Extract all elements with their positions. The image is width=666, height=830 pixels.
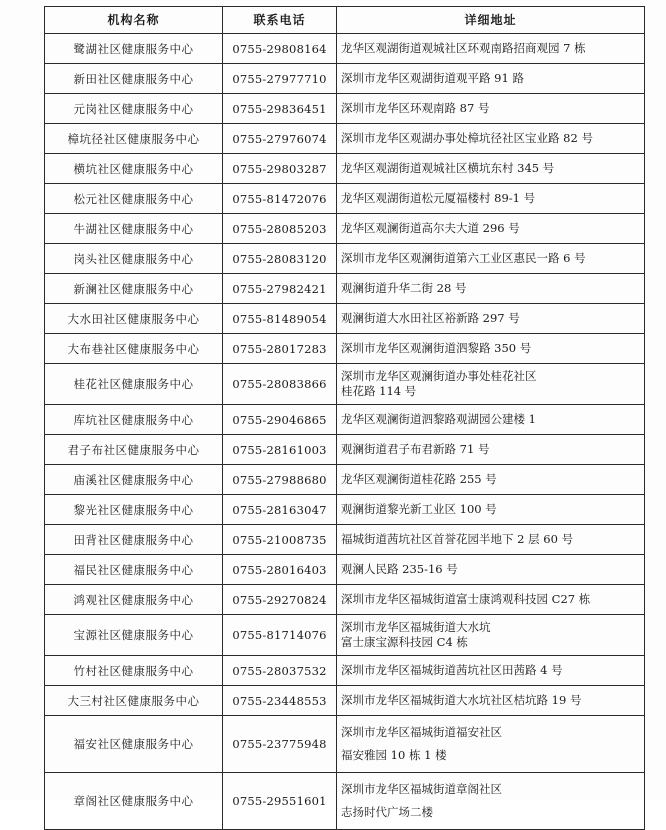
table-row: [45, 214, 645, 244]
address-line: 观澜街道君子布君新路 71 号: [341, 442, 490, 456]
center-address: [337, 656, 645, 686]
center-address: [337, 405, 645, 435]
address-line: 龙华区观湖街道松元厦福楼村 89-1 号: [341, 191, 536, 205]
center-name: 鸿观社区健康服务中心: [45, 585, 223, 615]
center-name: 宝源社区健康服务中心: [45, 615, 223, 656]
center-name: 君子布社区健康服务中心: [45, 435, 223, 465]
center-name: 福安社区健康服务中心: [45, 716, 223, 773]
center-phone: 0755-29551601: [223, 773, 337, 830]
table-row: [45, 184, 645, 214]
table-row: [45, 34, 645, 64]
center-address: [337, 555, 645, 585]
center-address: [337, 525, 645, 555]
center-phone: 0755-28083866: [223, 364, 337, 405]
center-name: 牛湖社区健康服务中心: [45, 214, 223, 244]
center-phone: 0755-81472076: [223, 184, 337, 214]
center-phone: 0755-23448553: [223, 686, 337, 716]
center-phone: 0755-29836451: [223, 94, 337, 124]
address-line: 深圳市龙华区观湖街道观平路 91 路: [341, 71, 524, 85]
center-phone: 0755-28016403: [223, 555, 337, 585]
center-phone: 0755-27982421: [223, 274, 337, 304]
header-name: 机构名称: [45, 7, 223, 34]
address-line: 深圳市龙华区观澜街道泗黎路 350 号: [341, 341, 532, 355]
center-phone: 0755-27976074: [223, 124, 337, 154]
table-row: [45, 154, 645, 184]
center-address: [337, 585, 645, 615]
table-row: [45, 656, 645, 686]
table-row: [45, 334, 645, 364]
center-phone: 0755-29808164: [223, 34, 337, 64]
table-row: [45, 405, 645, 435]
table-row: [45, 773, 645, 830]
center-phone: 0755-28085203: [223, 214, 337, 244]
center-address: [337, 364, 645, 405]
center-name: 元岗社区健康服务中心: [45, 94, 223, 124]
table-row: [45, 495, 645, 525]
address-line: 福安雅园 10 栋 1 楼: [341, 748, 447, 762]
address-line: 龙华区观澜街道泗黎路观湖园公建楼 1: [341, 412, 536, 426]
center-name: 大三村社区健康服务中心: [45, 686, 223, 716]
center-name: 横坑社区健康服务中心: [45, 154, 223, 184]
center-address: [337, 94, 645, 124]
table-row: [45, 716, 645, 773]
center-phone: 0755-29046865: [223, 405, 337, 435]
address-line: 深圳市龙华区福城街道章阁社区: [341, 782, 502, 796]
center-phone: 0755-81489054: [223, 304, 337, 334]
address-line: 桂花路 114 号: [341, 384, 417, 398]
center-address: [337, 34, 645, 64]
address-line: 深圳市龙华区福城街道大水坑: [341, 620, 491, 634]
address-line: 龙华区观澜街道高尔夫大道 296 号: [341, 221, 520, 235]
table-row: [45, 274, 645, 304]
header-phone: 联系电话: [223, 7, 337, 34]
table-row: [45, 585, 645, 615]
center-address: [337, 304, 645, 334]
center-address: [337, 334, 645, 364]
center-address: [337, 244, 645, 274]
center-phone: 0755-28037532: [223, 656, 337, 686]
address-line: 龙华区观澜街道桂花路 255 号: [341, 472, 497, 486]
table-row: [45, 364, 645, 405]
center-name: 樟坑径社区健康服务中心: [45, 124, 223, 154]
center-phone: 0755-29803287: [223, 154, 337, 184]
center-phone: 0755-28083120: [223, 244, 337, 274]
center-name: 黎光社区健康服务中心: [45, 495, 223, 525]
center-address: [337, 615, 645, 656]
header-address: 详细地址: [337, 7, 645, 34]
table-row: [45, 615, 645, 656]
table-header-row: [45, 7, 645, 34]
address-line: 志扬时代广场二楼: [341, 805, 433, 819]
address-line: 深圳市龙华区福城街道茜坑社区田茜路 4 号: [341, 663, 563, 677]
table-row: [45, 435, 645, 465]
center-address: [337, 495, 645, 525]
table-row: [45, 244, 645, 274]
address-line: 深圳市龙华区福城街道富士康鸿观科技园 C27 栋: [341, 592, 591, 606]
health-center-directory-table: [44, 6, 645, 830]
center-address: [337, 773, 645, 830]
center-phone: 0755-21008735: [223, 525, 337, 555]
center-phone: 0755-81714076: [223, 615, 337, 656]
center-name: 新田社区健康服务中心: [45, 64, 223, 94]
center-name: 松元社区健康服务中心: [45, 184, 223, 214]
center-address: [337, 716, 645, 773]
table-row: [45, 94, 645, 124]
center-phone: 0755-27977710: [223, 64, 337, 94]
center-address: [337, 686, 645, 716]
center-address: [337, 465, 645, 495]
address-line: 观澜街道黎光新工业区 100 号: [341, 502, 497, 516]
address-line: 富士康宝源科技园 C4 栋: [341, 635, 468, 649]
center-address: [337, 435, 645, 465]
center-phone: 0755-29270824: [223, 585, 337, 615]
center-address: [337, 214, 645, 244]
center-name: 章阁社区健康服务中心: [45, 773, 223, 830]
center-address: [337, 124, 645, 154]
center-name: 新澜社区健康服务中心: [45, 274, 223, 304]
address-line: 深圳市龙华区观澜街道办事处桂花社区: [341, 369, 537, 383]
center-name: 鹭湖社区健康服务中心: [45, 34, 223, 64]
center-name: 福民社区健康服务中心: [45, 555, 223, 585]
address-line: 龙华区观湖街道观城社区横坑东村 345 号: [341, 161, 555, 175]
address-line: 深圳市龙华区观澜街道第六工业区惠民一路 6 号: [341, 251, 586, 265]
center-name: 桂花社区健康服务中心: [45, 364, 223, 405]
table-body: [45, 34, 645, 830]
table-row: [45, 525, 645, 555]
address-line: 观澜街道升华二街 28 号: [341, 281, 467, 295]
table-row: [45, 304, 645, 334]
address-line: 福城街道茜坑社区首誉花园半地下 2 层 60 号: [341, 532, 574, 546]
center-phone: 0755-23775948: [223, 716, 337, 773]
address-line: 深圳市龙华区观湖办事处樟坑径社区宝业路 82 号: [341, 131, 593, 145]
address-line: 龙华区观湖街道观城社区环观南路招商观园 7 栋: [341, 41, 586, 55]
center-name: 大水田社区健康服务中心: [45, 304, 223, 334]
center-address: [337, 64, 645, 94]
center-phone: 0755-27988680: [223, 465, 337, 495]
address-line: 观澜人民路 235-16 号: [341, 562, 458, 576]
center-address: [337, 184, 645, 214]
center-name: 大布巷社区健康服务中心: [45, 334, 223, 364]
center-phone: 0755-28017283: [223, 334, 337, 364]
address-line: 深圳市龙华区福城街道大水坑社区桔坑路 19 号: [341, 693, 582, 707]
center-name: 庙溪社区健康服务中心: [45, 465, 223, 495]
table-row: [45, 465, 645, 495]
address-line: 深圳市龙华区环观南路 87 号: [341, 101, 490, 115]
table-row: [45, 64, 645, 94]
table-row: [45, 686, 645, 716]
address-line: 观澜街道大水田社区裕新路 297 号: [341, 311, 520, 325]
center-phone: 0755-28163047: [223, 495, 337, 525]
center-address: [337, 274, 645, 304]
address-line: 深圳市龙华区福城街道福安社区: [341, 725, 502, 739]
table-row: [45, 555, 645, 585]
center-address: [337, 154, 645, 184]
center-name: 库坑社区健康服务中心: [45, 405, 223, 435]
center-name: 竹村社区健康服务中心: [45, 656, 223, 686]
center-name: 田背社区健康服务中心: [45, 525, 223, 555]
table-row: [45, 124, 645, 154]
center-phone: 0755-28161003: [223, 435, 337, 465]
center-name: 岗头社区健康服务中心: [45, 244, 223, 274]
